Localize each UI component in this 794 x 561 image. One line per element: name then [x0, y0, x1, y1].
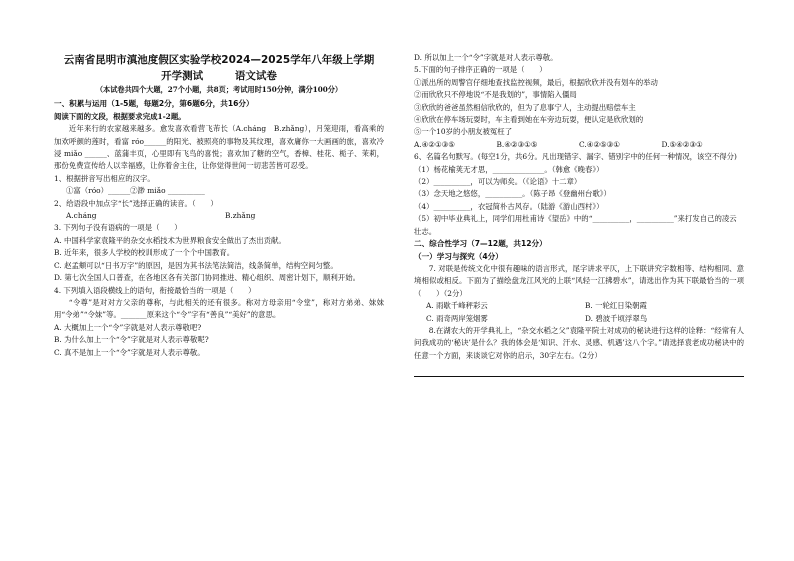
subtitle-subject: 语文试卷 — [234, 70, 277, 82]
section-1-heading: 一、积累与运用（1-5题，每题2分，第6题6分，共16分） — [54, 99, 254, 109]
question-1-blanks: ①富（róo）______②渺 miǎo __________ — [66, 186, 205, 196]
option-a: A. 雨歇千峰秤彩云 — [426, 301, 488, 311]
question-3-option: B. 近年来，很多人学校的校训形成了一个个中国教育。 — [54, 248, 235, 258]
question-5-item: ③欣欣的爸爸虽然相信欣欣的，但为了息事宁人，主动提出赔偿车主 — [414, 102, 636, 112]
section-2-heading: 二、综合性学习（7—12题，共12分） — [414, 239, 547, 249]
question-5: 5.下面的句子排序正确的一项是（ ） — [414, 65, 547, 75]
exam-subtitle — [54, 68, 384, 84]
question-4-option: B. 为什么加上一个“令”字就是对人表示尊敬呢? — [54, 335, 209, 345]
option-d: D. 碧波千顷浮翠鸟 — [585, 313, 648, 323]
option-a: A.④②①③⑤ — [414, 139, 455, 149]
exam-title: 云南省昆明市滇池度假区实验学校2024—2025学年八年级上学期 — [63, 54, 375, 66]
question-5-item: ④欣欣在停车场玩耍时，车主看到她在车旁边玩耍，便认定是欣欣划的 — [414, 115, 644, 125]
question-4: 4. 下列填入语段横线上的语句，衔接最恰当的一项是（ ） — [54, 285, 256, 295]
question-7-options-row2 — [414, 313, 744, 325]
subtitle-test: 开学测试 — [161, 70, 204, 82]
question-5-item: ②而欣欣只不停地说“不是我划的”，事情陷入僵局 — [414, 90, 577, 100]
option-b: B.zhǎng — [225, 211, 256, 221]
question-4-text: “令尊”是对对方父亲的尊称，与此相关的还有很多。称对方母亲用“令堂”，称对方弟弟、妹妹用“令弟”“令妹”等。_______原来这个“令”字有“善良”“美好”的意思。 — [54, 297, 384, 320]
question-6: 6、名篇名句默写。(每空1分，共6分。凡出现错字、漏字、错别字中的任何一种情况，该空不得分) — [414, 152, 737, 162]
subsection-heading: （一）学习与探究（4分） — [414, 251, 503, 261]
question-2: 2、给语段中加点字“长”选择正确的读音。（ ） — [54, 198, 218, 208]
answer-line[interactable] — [414, 362, 744, 377]
question-3: 3. 下列句子没有语病的一项是（ ） — [54, 223, 182, 233]
question-4-option: A. 大概加上一个“令”字就是对人表示尊敬吧? — [54, 322, 202, 332]
question-8: 8.在湖农大的开学典礼上，“杂交水稻之父”袁隆平院士对成功的秘诀进行这样的诠释：“经常有人问我成功的‘秘诀’是什么？我的体会是‘知识、汗水、灵感、机遇’这八个字。”请选择袁老成功秘诀中的任意一个方面，来谈谈它对你的启示，30字左右。（2分） — [414, 325, 744, 360]
question-5-item: ⑤一个10岁的小朋友被冤枉了 — [414, 127, 513, 137]
question-6-item: （5）初中毕业典礼上，同学们用杜甫诗《望岳》中的“__________，__________”来打发自己的凌云壮志。 — [414, 214, 737, 236]
question-5-item: ①派出所的周警官仔细地查找监控视频，最后，根据欣欣并没有划车的举动 — [414, 77, 658, 87]
question-3-option: D. 第七次全国人口普查，在各地区各有关部门协同推进、精心组织、周密计划下，顺利开始。 — [54, 273, 360, 283]
option-b: B.④②③①⑤ — [496, 139, 538, 149]
question-3-option: C. 赵孟頫可以“日书万字”的原因，是因为其书法笔法简洁，线条简单，结构空间匀整。 — [54, 260, 338, 270]
question-5-options — [414, 139, 744, 151]
passage-paragraph: 近年来行的农家越来越多。愈发喜欢看营飞芾长（A.cháng B.zhǎng），月笼迎雨，看高乘的加欢呼颜的莲时，看富 róo______的阳光、被照亮的事物及其纹理，喜欢庸你一大画画的旅，喜欢冷浸 miǎo ______、蓝蒲丰页，心里即有飞鸟的喜悦；喜欢加了糖的空气，香樟、桂花、栀子、茉莉，那份免费宣传给人以幸福感，让你着舍主住，让你觉得世间一切悲苦皆可忍受。 — [54, 124, 384, 171]
right-column — [414, 52, 744, 377]
option-c: C.④②⑤③① — [579, 139, 620, 149]
question-1: 1、根据拼音写出相应的汉字。 — [54, 173, 155, 183]
left-column — [54, 52, 384, 359]
question-6-item: （4）__________，衣冠简朴古风存。（陆游《游山西村》） — [414, 201, 604, 211]
question-4-option: C. 真不是加上一个“令”字就是对人表示尊敬。 — [54, 347, 205, 357]
question-2-options — [54, 210, 384, 222]
question-7-options-row1 — [414, 300, 744, 312]
question-6-item: （3）念天地之悠悠，__________。（陈子昂《登幽州台歌》） — [414, 189, 611, 199]
option-b: B. 一轮红日染朝霞 — [585, 301, 647, 311]
reading-instruction: 阅读下面的文段，根据要求完成1-2题。 — [54, 111, 186, 121]
option-a: A.cháng — [66, 211, 97, 221]
exam-note: （本试卷共四个大题，27个小题，共8页；考试用时150分钟，满分100分） — [95, 85, 343, 94]
question-6-item: （1）杨花榆荚无才思，______________。（韩愈《晚春》） — [414, 164, 604, 174]
option-d: D.⑤④②③① — [661, 139, 703, 149]
question-6-item: （2）__________，可以为师矣。（《论语》十二章） — [414, 177, 582, 187]
question-7: 7. 对联是传统文化中很有趣味的语言形式，尾字讲求平仄，上下联讲究字数相等、结构相同、意境相似或相反。下面为了描绘盘龙江风光的上联“风轻一江拂碧水”，请选出作为其下联最恰当的一项（ ）（2分） — [414, 263, 744, 298]
question-3-option: A. 中国科学家袁隆平的杂交水稻技术为世界粮食安全做出了杰出贡献。 — [54, 235, 286, 245]
question-4-option: D. 所以加上一个“令”字就是对人表示尊敬。 — [414, 53, 558, 62]
option-c: C. 雨奇两岸笼烟雾 — [426, 313, 488, 323]
